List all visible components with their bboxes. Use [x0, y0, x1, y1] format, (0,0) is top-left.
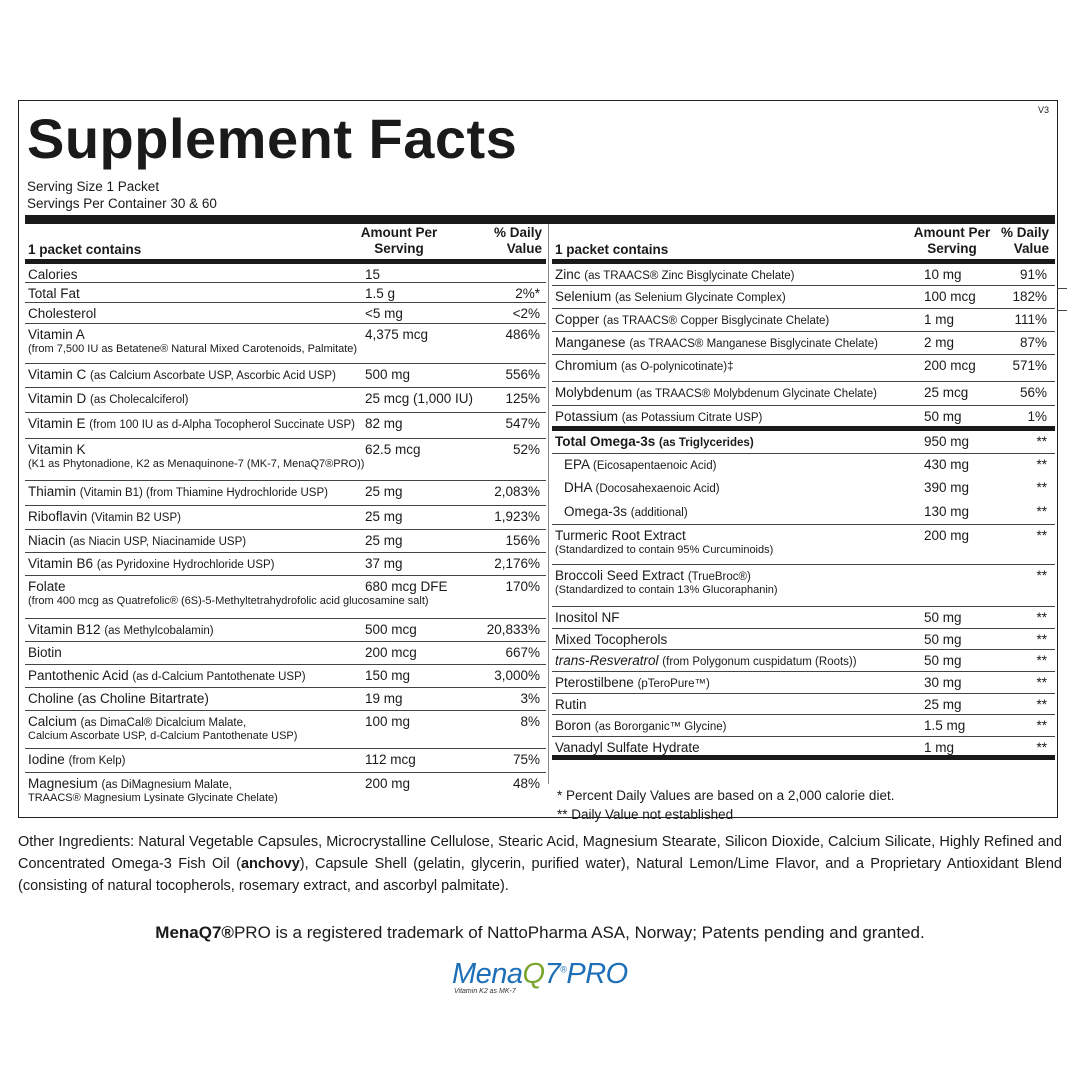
nutrient-row	[25, 303, 546, 324]
nutrient-name	[555, 632, 667, 647]
nutrient-row	[25, 773, 546, 811]
nutrient-amount: 30 mg	[924, 675, 962, 690]
nutrient-amount: 25 mg	[924, 697, 962, 712]
nutrient-source-detail: TRAACS® Magnesium Lysinate Glycinate Chelate)	[28, 792, 278, 804]
nutrient-name	[28, 645, 62, 660]
dv-heading	[472, 225, 542, 257]
nutrient-amount: 25 mg	[365, 484, 403, 499]
nutrient-amount: 100 mg	[365, 714, 411, 729]
nutrient-source-detail: (Standardized to contain 95% Curcuminoids)	[555, 544, 774, 556]
nutrient-daily-value: **	[1036, 718, 1047, 733]
nutrient-row	[552, 650, 1055, 672]
nutrient-daily-value: **	[1036, 697, 1047, 712]
nutrient-label: Manganese	[555, 335, 626, 350]
nutrient-source-note: (Vitamin B1) (from Thiamine Hydrochloride USP)	[79, 487, 328, 499]
nutrient-source-detail: (K1 as Phytonadione, K2 as Menaquinone-7 (MK-7, MenaQ7®PRO))	[28, 458, 365, 470]
nutrient-row	[25, 553, 546, 576]
nutrient-daily-value: 2,083%	[494, 484, 540, 499]
nutrient-daily-value: 75%	[512, 752, 540, 767]
nutrient-source-note: (as d-Calcium Pantothenate USP)	[132, 671, 306, 683]
left-rows	[25, 264, 546, 811]
nutrient-amount: 62.5 mcg	[365, 442, 421, 457]
nutrient-source-note: (as Pyridoxine Hydrochloride USP)	[96, 559, 275, 571]
nutrient-daily-value: 556%	[505, 367, 540, 382]
nutrient-daily-value: 182%	[1012, 289, 1047, 304]
nutrient-label: Vitamin B12	[28, 622, 101, 637]
nutrient-row	[552, 355, 1055, 382]
contains-heading: 1 packet contains	[28, 242, 142, 257]
version-label: V3	[1037, 105, 1049, 115]
nutrient-source-note: (as TRAACS® Copper Bisglycinate Chelate)	[603, 315, 830, 327]
nutrient-source-note: (as TRAACS® Molybdenum Glycinate Chelate)	[636, 388, 877, 400]
nutrient-source-note: (as Bororganic™ Glycine)	[594, 721, 727, 733]
footnote-not-established: ** Daily Value not established	[557, 807, 734, 822]
nutrient-amount: 50 mg	[924, 610, 962, 625]
nutrient-source-note: (from 100 IU as d-Alpha Tocopherol Succinate USP)	[89, 419, 355, 431]
nutrient-name	[28, 579, 66, 594]
allergen-anchovy: anchovy	[240, 856, 300, 872]
nutrient-label: Mixed Tocopherols	[555, 632, 668, 647]
right-rows	[552, 264, 1055, 760]
nutrient-daily-value: 3%	[520, 691, 540, 706]
nutrient-row	[552, 264, 1055, 286]
nutrient-name	[28, 509, 181, 526]
nutrient-source-detail: Calcium Ascorbate USP, d-Calcium Pantothenate USP)	[28, 730, 298, 742]
nutrient-name	[28, 622, 214, 639]
nutrient-daily-value: **	[1036, 632, 1047, 647]
nutrient-amount: 100 mcg	[924, 289, 976, 304]
nutrient-name	[555, 312, 829, 329]
nutrient-name	[28, 442, 86, 457]
nutrient-name	[555, 653, 857, 670]
nutrient-row	[552, 382, 1055, 406]
nutrient-row	[552, 309, 1055, 332]
nutrient-amount: 150 mg	[365, 668, 411, 683]
nutrient-label: Turmeric Root Extract	[555, 528, 686, 543]
nutrient-daily-value: 91%	[1019, 267, 1047, 282]
nutrient-label: Vitamin A	[28, 327, 85, 342]
dv-heading-line1: % Daily	[493, 225, 542, 240]
nutrient-source-note: (as Triglycerides)	[659, 437, 754, 449]
nutrient-label: EPA	[564, 457, 590, 472]
nutrient-daily-value: 20,833%	[486, 622, 540, 637]
nutrient-name	[555, 675, 710, 692]
nutrient-daily-value: **	[1036, 528, 1047, 543]
other-ingredients-text-end: ), Capsule Shell (gelatin, glycerin, purified water), Natural Lemon/Lime Flavor, and a Proprietary Antioxidant Blend (consisting of natural tocopherols, rosemary extract, and ascorbyl palmitate).	[18, 856, 1062, 894]
nutrient-label: Omega-3s	[564, 504, 628, 519]
nutrient-daily-value: 156%	[505, 533, 540, 548]
nutrient-name	[555, 528, 686, 543]
nutrient-amount: 390 mg	[924, 480, 970, 495]
nutrient-daily-value: **	[1036, 610, 1047, 625]
nutrient-row	[552, 286, 1055, 309]
nutrient-amount: 130 mg	[924, 504, 970, 519]
nutrient-daily-value: 2,176%	[494, 556, 540, 571]
nutrient-amount: 680 mcg DFE	[365, 579, 448, 594]
nutrient-row	[552, 431, 1055, 454]
right-header	[552, 224, 1055, 259]
nutrient-amount: 15	[365, 267, 381, 282]
nutrient-amount: 200 mg	[365, 776, 411, 791]
nutrient-label: Niacin	[28, 533, 66, 548]
nutrient-label: Rutin	[555, 697, 587, 712]
nutrient-row	[25, 388, 546, 413]
nutrient-amount: 25 mcg	[924, 385, 969, 400]
nutrient-name	[555, 385, 877, 402]
other-ingredients	[18, 831, 1062, 897]
nutrient-row	[552, 694, 1055, 715]
nutrient-name	[28, 691, 209, 706]
nutrient-amount: 25 mg	[365, 509, 403, 524]
nutrient-daily-value: 111%	[1014, 312, 1047, 327]
nutrient-row	[25, 619, 546, 642]
nutrient-label: DHA	[564, 480, 592, 495]
logo-pro: PRO	[566, 958, 628, 990]
nutrient-amount: 19 mg	[365, 691, 403, 706]
nutrient-row	[552, 737, 1055, 760]
nutrient-label: Thiamin	[28, 484, 77, 499]
nutrient-amount: 82 mg	[365, 416, 403, 431]
amount-heading	[907, 225, 997, 257]
trademark-text: PRO is a registered trademark of NattoPharma ASA, Norway; Patents pending and granted.	[233, 923, 925, 942]
nutrient-name	[555, 718, 726, 735]
nutrient-label: Pantothenic Acid	[28, 668, 129, 683]
nutrient-source-note: (as Selenium Glycinate Complex)	[615, 292, 786, 304]
dv-heading-line1: % Daily	[1000, 225, 1049, 240]
nutrient-amount: 1 mg	[924, 312, 955, 327]
nutrient-label: Selenium	[555, 289, 612, 304]
supplement-facts-panel	[18, 100, 1058, 822]
nutrient-name	[555, 740, 700, 755]
nutrient-label: Pterostilbene	[555, 675, 634, 690]
nutrient-amount: 25 mcg (1,000 IU)	[365, 391, 474, 406]
nutrient-name	[564, 504, 688, 521]
footnotes	[557, 786, 894, 824]
nutrient-daily-value: **	[1036, 504, 1047, 519]
nutrient-name	[555, 409, 762, 426]
nutrient-amount: 37 mg	[365, 556, 403, 571]
nutrient-row	[552, 454, 1055, 477]
nutrient-daily-value: 48%	[512, 776, 540, 791]
nutrient-source-note: (Docosahexaenoic Acid)	[595, 483, 720, 495]
other-ingredients-text: Other Ingredients: Natural Vegetable Capsules, Microcrystalline Cellulose, Stearic Acid, Magnesium Stearate, Silicon Dioxide, Calcium Silicate, Highly Refined and Concentrated Omega-3 Fish Oil (	[18, 834, 1062, 872]
nutrient-source-note: (as Potassium Citrate USP)	[621, 412, 763, 424]
logo-seven: 7	[544, 958, 561, 990]
nutrient-daily-value: 1,923%	[494, 509, 540, 524]
nutrient-label: Potassium	[555, 409, 619, 424]
nutrient-name	[555, 335, 878, 352]
dv-heading-line2: Value	[1013, 241, 1049, 256]
logo-reg: ®	[560, 964, 567, 975]
nutrient-row	[25, 506, 546, 530]
logo-mena: Mena	[452, 958, 523, 990]
nutrient-name	[28, 533, 246, 550]
nutrient-daily-value: **	[1036, 675, 1047, 690]
nutrient-name	[28, 416, 355, 433]
nutrient-name	[28, 484, 328, 501]
nutrient-daily-value: <2%	[512, 306, 540, 321]
left-column	[25, 224, 546, 811]
nutrient-row	[25, 364, 546, 388]
nutrient-source-note: (as O-polynicotinate)‡	[621, 361, 734, 373]
edge-tick	[1057, 288, 1067, 289]
nutrient-row	[25, 688, 546, 711]
nutrient-daily-value: **	[1036, 434, 1047, 449]
nutrient-source-note: (as Cholecalciferol)	[90, 394, 189, 406]
nutrient-label: Inositol NF	[555, 610, 620, 625]
trademark-brand: MenaQ7®	[155, 923, 234, 942]
nutrient-amount: 500 mg	[365, 367, 411, 382]
serving-info	[27, 178, 217, 212]
nutrient-label: Zinc	[555, 267, 581, 282]
nutrient-name	[555, 697, 587, 712]
nutrient-amount: 1.5 g	[365, 286, 396, 301]
nutrient-amount: 500 mcg	[365, 622, 417, 637]
nutrient-name	[555, 434, 754, 451]
nutrient-label: Vitamin B6	[28, 556, 94, 571]
nutrient-source-note: (as Calcium Ascorbate USP, Ascorbic Acid USP)	[90, 370, 336, 382]
nutrient-label: Calcium	[28, 714, 77, 729]
nutrient-name	[28, 391, 188, 408]
dv-heading	[989, 225, 1049, 257]
nutrient-amount: 112 mcg	[365, 752, 416, 767]
nutrient-label: Vanadyl Sulfate Hydrate	[555, 740, 700, 755]
edge-tick	[1057, 310, 1067, 311]
nutrient-source-note: (from Polygonum cuspidatum (Roots))	[662, 656, 857, 668]
nutrient-source-detail: (from 7,500 IU as Betatene® Natural Mixed Carotenoids, Palmitate)	[28, 343, 358, 355]
nutrient-name	[28, 668, 306, 685]
nutrient-amount: 1.5 mg	[924, 718, 966, 733]
nutrient-source-note: (as Methylcobalamin)	[104, 625, 214, 637]
amount-heading-line2: Serving	[374, 241, 424, 256]
nutrient-daily-value: **	[1036, 568, 1047, 583]
nutrient-source-note: (as DimaCal® Dicalcium Malate,	[80, 717, 247, 729]
nutrient-daily-value: 547%	[505, 416, 540, 431]
nutrient-amount: 430 mg	[924, 457, 970, 472]
nutrient-source-note: (additional)	[630, 507, 688, 519]
nutrient-source-detail: (from 400 mcg as Quatrefolic® (6S)-5-Methyltetrahydrofolic acid glucosamine salt)	[28, 595, 429, 607]
nutrient-row	[552, 715, 1055, 737]
nutrient-name	[28, 752, 125, 769]
nutrient-source-note: (Vitamin B2 USP)	[91, 512, 181, 524]
nutrient-amount: 200 mcg	[924, 358, 976, 373]
nutrient-row	[25, 749, 546, 773]
nutrient-name	[28, 367, 336, 384]
nutrient-source-note: (as TRAACS® Manganese Bisglycinate Chelate)	[629, 338, 878, 350]
nutrient-label: Total Omega-3s	[555, 434, 656, 449]
nutrient-label: Copper	[555, 312, 600, 327]
amount-heading-line1: Amount Per	[360, 225, 438, 240]
nutrient-daily-value: 87%	[1019, 335, 1047, 350]
nutrient-daily-value: 56%	[1019, 385, 1047, 400]
footnote-dv: * Percent Daily Values are based on a 2,000 calorie diet.	[557, 788, 895, 803]
nutrient-row	[25, 264, 546, 283]
nutrient-source-note: (TrueBroc®)	[687, 571, 751, 583]
nutrient-row	[552, 525, 1055, 565]
nutrient-source-note: (pTeroPure™)	[637, 678, 710, 690]
servings-per-container: Servings Per Container 30 & 60	[27, 196, 217, 211]
nutrient-daily-value: **	[1036, 480, 1047, 495]
nutrient-label: Total Fat	[28, 286, 80, 301]
nutrient-label: Magnesium	[28, 776, 98, 791]
menaq7-pro-logo	[452, 958, 642, 1002]
nutrient-row	[552, 501, 1055, 525]
nutrient-row	[25, 283, 546, 303]
nutrient-name	[564, 480, 720, 497]
nutrient-row	[25, 576, 546, 619]
nutrient-name	[555, 289, 786, 306]
nutrient-label: Folate	[28, 579, 66, 594]
nutrient-daily-value: **	[1036, 457, 1047, 472]
nutrient-row	[552, 629, 1055, 650]
nutrient-label: Chromium	[555, 358, 618, 373]
nutrient-row	[25, 439, 546, 481]
logo-tagline: Vitamin K2 as MK-7	[454, 988, 516, 995]
nutrient-name	[28, 267, 78, 282]
nutrient-amount: <5 mg	[365, 306, 403, 321]
nutrient-label: Vitamin K	[28, 442, 86, 457]
nutrient-daily-value: 8%	[520, 714, 540, 729]
nutrient-row	[552, 406, 1055, 431]
nutrient-daily-value: 3,000%	[494, 668, 540, 683]
nutrient-name	[555, 610, 620, 625]
nutrient-row	[25, 481, 546, 506]
nutrient-label: Cholesterol	[28, 306, 97, 321]
nutrient-label: Riboflavin	[28, 509, 88, 524]
nutrient-label: Biotin	[28, 645, 62, 660]
nutrient-daily-value: **	[1036, 740, 1047, 755]
nutrient-name	[28, 286, 80, 301]
nutrient-amount: 50 mg	[924, 653, 962, 668]
nutrient-name	[28, 327, 85, 342]
nutrient-row	[25, 413, 546, 439]
nutrient-source-note: (as DiMagnesium Malate,	[101, 779, 232, 791]
nutrient-row	[25, 711, 546, 749]
nutrient-amount: 200 mg	[924, 528, 970, 543]
thick-divider	[25, 215, 1055, 224]
nutrient-source-note: (as TRAACS® Zinc Bisglycinate Chelate)	[584, 270, 795, 282]
nutrient-label: Iodine	[28, 752, 65, 767]
nutrient-row	[25, 642, 546, 665]
right-column	[552, 224, 1055, 760]
amount-heading-line1: Amount Per	[913, 225, 991, 240]
nutrient-amount: 50 mg	[924, 632, 962, 647]
nutrient-name	[564, 457, 716, 474]
nutrient-daily-value: 1%	[1027, 409, 1047, 424]
nutrient-amount: 2 mg	[924, 335, 955, 350]
nutrient-source-note: (Eicosapentaenoic Acid)	[593, 460, 717, 472]
nutrient-label: Choline (as Choline Bitartrate)	[28, 691, 209, 706]
nutrient-amount: 10 mg	[924, 267, 962, 282]
trademark-notice	[0, 923, 1080, 943]
nutrient-daily-value: 125%	[505, 391, 540, 406]
nutrient-label: Calories	[28, 267, 78, 282]
nutrient-name	[28, 306, 96, 321]
nutrient-row	[25, 530, 546, 553]
amount-heading	[343, 225, 455, 257]
serving-size: Serving Size 1 Packet	[27, 179, 160, 194]
nutrient-amount: 4,375 mcg	[365, 327, 429, 342]
panel-title: Supplement Facts	[27, 107, 518, 170]
logo-q: Q	[522, 958, 545, 990]
nutrient-source-note: (as Niacin USP, Niacinamide USP)	[69, 536, 247, 548]
nutrient-row	[552, 477, 1055, 501]
nutrient-daily-value: 571%	[1012, 358, 1047, 373]
nutrient-label: Vitamin D	[28, 391, 87, 406]
nutrient-label: Molybdenum	[555, 385, 633, 400]
dv-heading-line2: Value	[506, 241, 542, 256]
nutrient-amount: 1 mg	[924, 740, 955, 755]
nutrient-amount: 200 mcg	[365, 645, 417, 660]
contains-heading: 1 packet contains	[555, 242, 669, 257]
nutrient-daily-value: 486%	[505, 327, 540, 342]
nutrient-name	[555, 358, 734, 375]
nutrient-row	[552, 607, 1055, 629]
nutrient-amount: 25 mg	[365, 533, 403, 548]
nutrient-amount: 50 mg	[924, 409, 962, 424]
nutrient-name	[28, 556, 275, 573]
nutrient-label: trans-Resveratrol	[555, 653, 659, 668]
nutrient-daily-value: 52%	[512, 442, 540, 457]
nutrient-label: Boron	[555, 718, 592, 733]
column-separator	[548, 224, 549, 784]
nutrient-source-detail: (Standardized to contain 13% Glucoraphanin)	[555, 584, 778, 596]
amount-heading-line2: Serving	[927, 241, 977, 256]
nutrient-row	[552, 672, 1055, 694]
nutrient-label: Vitamin C	[28, 367, 87, 382]
nutrient-name	[555, 267, 795, 284]
nutrient-label: Vitamin E	[28, 416, 86, 431]
nutrient-row	[552, 565, 1055, 607]
nutrient-daily-value: **	[1036, 653, 1047, 668]
nutrient-source-note: (from Kelp)	[68, 755, 126, 767]
left-header	[25, 224, 546, 259]
nutrient-amount: 950 mg	[924, 434, 970, 449]
nutrient-daily-value: 170%	[505, 579, 540, 594]
nutrient-label: Broccoli Seed Extract	[555, 568, 685, 583]
nutrient-row	[552, 332, 1055, 355]
nutrient-row	[25, 665, 546, 688]
nutrient-row	[25, 324, 546, 364]
nutrient-daily-value: 667%	[505, 645, 540, 660]
nutrient-daily-value: 2%*	[515, 286, 540, 301]
